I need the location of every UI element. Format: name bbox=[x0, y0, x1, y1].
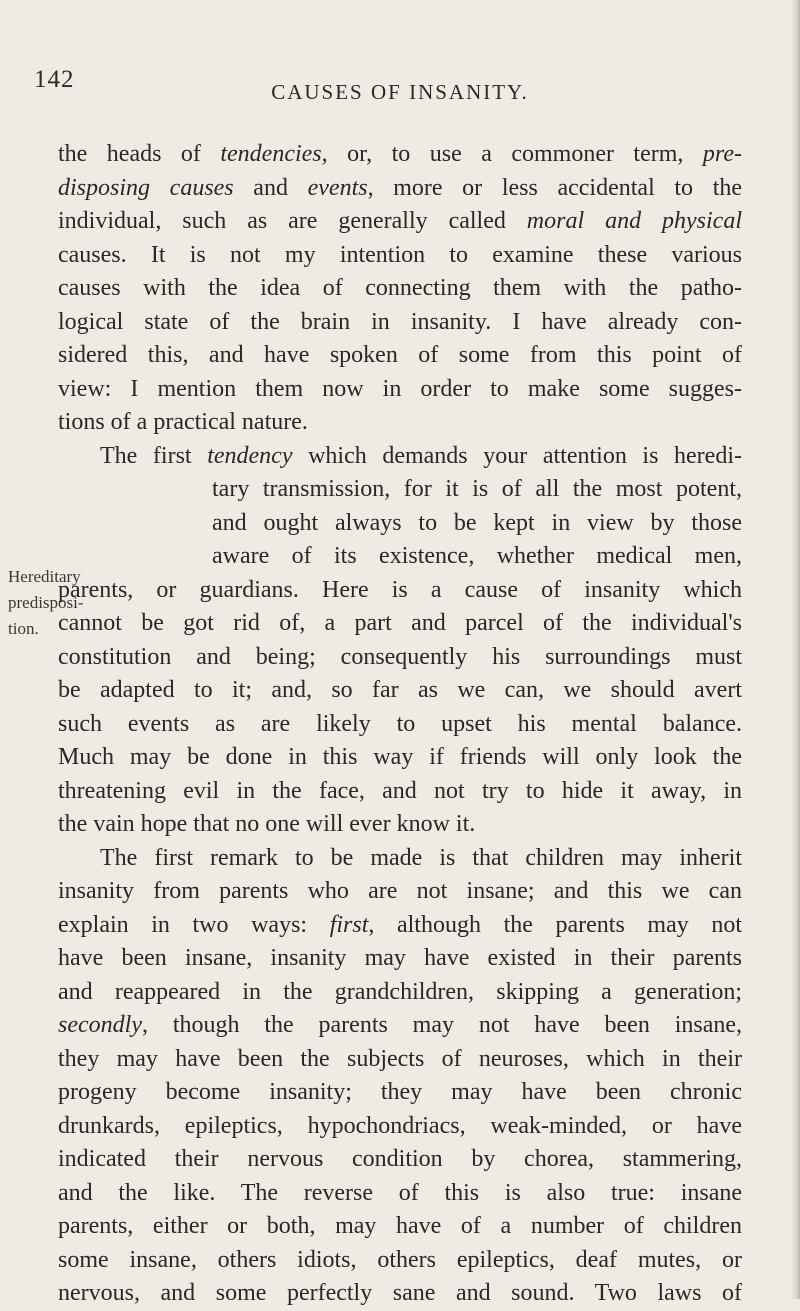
text-line: The first remark to be made is that children may inherit bbox=[100, 844, 742, 871]
page-edge bbox=[792, 0, 800, 1299]
text-line: they may have been the subjects of neuroses, which in their bbox=[58, 1045, 742, 1072]
text-line: drunkards, epileptics, hypochondriacs, weak-minded, or have bbox=[58, 1112, 742, 1139]
text-line: progeny become insanity; they may have been chronic bbox=[58, 1079, 742, 1105]
text-line: threatening evil in the face, and not try to hide it away, in bbox=[58, 777, 742, 804]
text-line: constitution and being; consequently his surroundings must bbox=[58, 643, 742, 670]
text-line: and reappeared in the grandchildren, skipping a generation; bbox=[58, 978, 742, 1005]
margin-note-line: tion. bbox=[8, 619, 39, 638]
text-line: indicated their nervous condition by chorea, stammering, bbox=[58, 1146, 742, 1172]
text-line: explain in two ways: first, although the parents may not bbox=[58, 911, 742, 938]
text-line: view: I mention them now in order to make some sugges- bbox=[58, 375, 742, 402]
text-line: parents, either or both, may have of a number of children bbox=[58, 1213, 742, 1239]
text-line: such events as are likely to upset his mental balance. bbox=[58, 710, 742, 737]
text-line: aware of its existence, whether medical men, bbox=[212, 543, 742, 569]
text-line: The first tendency which demands your attention is heredi- bbox=[100, 442, 742, 469]
page-number: 142 bbox=[34, 66, 75, 93]
text-line: the vain hope that no one will ever know it. bbox=[58, 811, 476, 837]
text-line: individual, such as are generally called moral and physical bbox=[58, 208, 742, 234]
text-line: be adapted to it; and, so far as we can, we should avert bbox=[58, 677, 742, 703]
text-line: causes. It is not my intention to examine these various bbox=[58, 241, 742, 268]
text-line: disposing causes and events, more or less accidental to the bbox=[58, 174, 743, 201]
text-line: parents, or guardians. Here is a cause of insanity which bbox=[58, 576, 742, 603]
text-line: the heads of tendencies, or, to use a commoner term, pre- bbox=[58, 141, 742, 167]
margin-note-line: predisposi- bbox=[8, 593, 84, 612]
text-line: cannot be got rid of, a part and parcel of the individual's bbox=[58, 610, 742, 636]
text-line: and ought always to be kept in view by those bbox=[212, 509, 742, 536]
text-line: and the like. The reverse of this is also true: insane bbox=[58, 1179, 742, 1206]
text-line: insanity from parents who are not insane; and this we can bbox=[58, 878, 742, 904]
text-line: sidered this, and have spoken of some from this point of bbox=[58, 342, 742, 368]
body-text bbox=[58, 138, 742, 1311]
text-line: tary transmission, for it is of all the most potent, bbox=[212, 476, 742, 502]
text-line: logical state of the brain in insanity. I have already con- bbox=[58, 308, 742, 335]
text-line: secondly, though the parents may not have been insane, bbox=[58, 1012, 742, 1038]
text-line: causes with the idea of connecting them with the patho- bbox=[58, 275, 742, 301]
text-line: have been insane, insanity may have existed in their parents bbox=[58, 945, 742, 971]
text-line: Much may be done in this way if friends will only look the bbox=[58, 744, 742, 770]
text-line: some insane, others idiots, others epileptics, deaf mutes, or bbox=[58, 1246, 742, 1273]
text-line: tions of a practical nature. bbox=[58, 409, 308, 435]
margin-note-line: Hereditary bbox=[8, 567, 81, 586]
running-title: CAUSES OF INSANITY. bbox=[271, 80, 529, 104]
text-line: nervous, and some perfectly sane and sound. Two laws of bbox=[58, 1280, 742, 1306]
